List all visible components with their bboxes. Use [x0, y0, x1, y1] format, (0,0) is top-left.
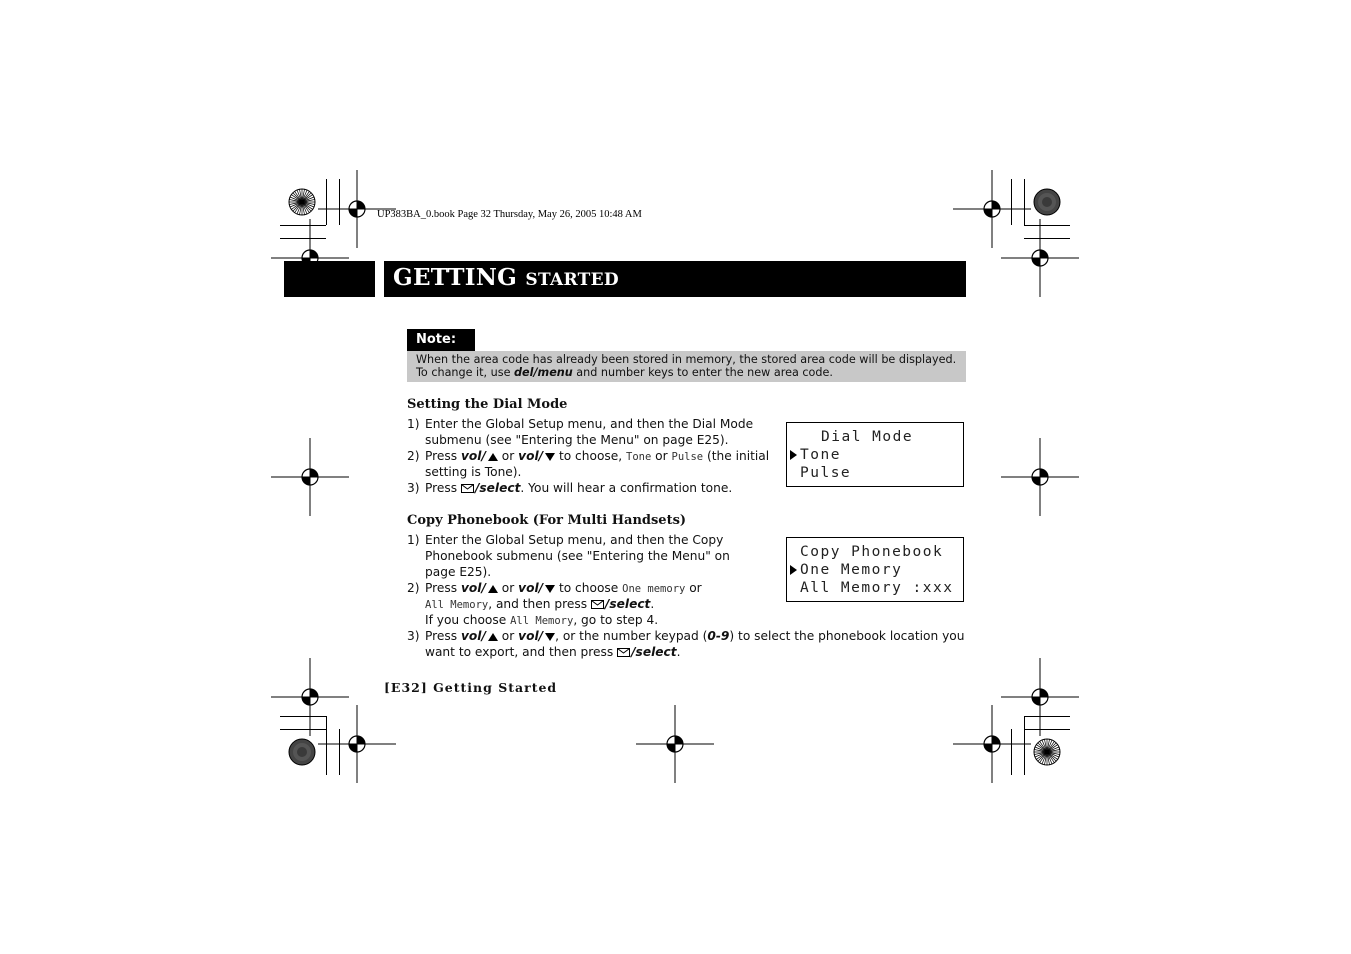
lcd-cursor-icon: [790, 565, 797, 575]
note-box: [407, 351, 966, 382]
lcd-title: Copy Phonebook: [800, 544, 944, 560]
lcd-option-tone: Tone: [800, 447, 841, 463]
copy-phonebook-lcd: [786, 537, 964, 602]
lcd-cursor-icon: [790, 450, 797, 460]
title-sub: STARTED: [525, 270, 619, 290]
lcd-option-all-memory: All Memory :xxx: [800, 580, 954, 596]
del-menu-key: del/menu: [514, 365, 573, 379]
lcd-title: Dial Mode: [821, 429, 914, 445]
envelope-icon: [617, 648, 630, 657]
file-header: UP383BA_0.book Page 32 Thursday, May 26, 2005 10:48 AM: [377, 209, 642, 220]
page-title-bar: [384, 261, 966, 297]
page-footer: [E32] Getting Started: [384, 680, 558, 695]
down-arrow-icon: [545, 633, 555, 641]
note-line-1: When the area code has already been stored in memory, the stored area code will be displayed.: [416, 353, 957, 366]
down-arrow-icon: [545, 453, 555, 461]
page-title: [393, 264, 619, 291]
title-main: GETTING: [393, 264, 518, 291]
up-arrow-icon: [488, 585, 498, 593]
down-arrow-icon: [545, 585, 555, 593]
dial-mode-lcd: [786, 422, 964, 487]
note-label: Note:: [407, 329, 475, 351]
envelope-icon: [461, 484, 474, 493]
dial-mode-heading: Setting the Dial Mode: [407, 397, 568, 412]
up-arrow-icon: [488, 633, 498, 641]
envelope-icon: [591, 600, 604, 609]
lcd-option-pulse: Pulse: [800, 465, 852, 481]
tab-block: [284, 261, 375, 297]
copy-phonebook-heading: Copy Phonebook (For Multi Handsets): [407, 513, 687, 528]
note-line-2: To change it, use del/menu and number keys to enter the new area code.: [416, 365, 833, 379]
up-arrow-icon: [488, 453, 498, 461]
lcd-option-one-memory: One Memory: [800, 562, 903, 578]
